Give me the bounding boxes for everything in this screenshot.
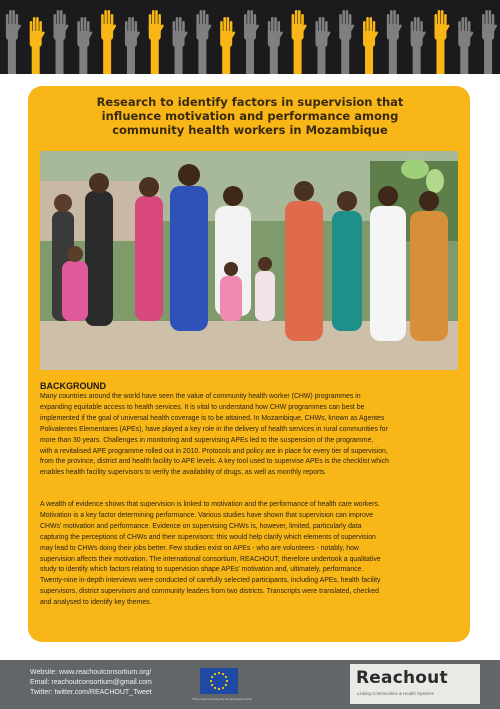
text-line: Twenty-nine in-depth interviews were conducted of carefully selected participants, including APEs, health facility xyxy=(40,577,381,585)
twitter-link[interactable]: Twitter: twitter.com/REACHOUT_Tweet xyxy=(30,689,152,696)
reachout-logo[interactable] xyxy=(350,664,480,704)
text-line: enables health facility supervisors to verify the availability of drugs, as well as monthly reports. xyxy=(40,469,327,477)
text-line: Polivalentes Elementares (APEs), have played a key role in the delivery of health services in rural communities for xyxy=(40,425,388,433)
email-link[interactable]: Email: reachoutconsortium@gmail.com xyxy=(30,679,152,686)
logo-wordmark: Reachout xyxy=(356,668,448,688)
poster-title xyxy=(48,95,452,137)
eu-funding-caption: This project is funded by the European Union xyxy=(192,697,253,701)
raised-hands-icon xyxy=(0,0,500,74)
logo-tagline: Linking Communities & Health Systems xyxy=(357,691,434,696)
text-line: from the province, district and health facility to APE levels. A key tool used to supervise APEs is the checklist which xyxy=(40,458,389,466)
title-line: influence motivation and performance among xyxy=(101,109,399,123)
text-line: and analysed to identify key themes. xyxy=(40,599,152,607)
text-line: more than 30 years. Challenges in monitoring and supervising APEs led to the suspension of the programme, xyxy=(40,436,374,444)
text-line: supervision affects their motivation. The international consortium, REACHOUT, therefore undertook a qualitative xyxy=(40,555,381,563)
text-line: CHWs' motivation and performance. Evidence on supervising CHWs is, however, limited, particularly data xyxy=(40,522,362,530)
text-line: implemented if the goal of universal health coverage is to be attained. In Mozambique, CHWs, known as Agentes xyxy=(40,414,385,422)
eu-flag-icon xyxy=(200,668,238,694)
title-line: community health workers in Mozambique xyxy=(112,123,388,137)
text-line: Motivation is a key factor determining performance. Various studies have shown that supervision can improve xyxy=(40,511,374,519)
hands-banner xyxy=(0,0,500,74)
text-line: A wealth of evidence shows that supervision is linked to motivation and the performance of health care workers. xyxy=(40,501,380,508)
background-paragraph xyxy=(40,392,460,479)
title-line: Research to identify factors in supervision that xyxy=(96,95,404,109)
text-line: Many countries around the world have seen the value of community health worker (CHW) programmes in xyxy=(40,393,361,400)
text-line: capturing the perceptions of CHWs and their supervisors: this would help clarify which elements of supervision xyxy=(40,533,376,541)
text-line: study to identify which factors relating to supervision shape APEs' motivation and, ultimately, performance. xyxy=(40,566,364,574)
website-link[interactable]: Website: www.reachoutconsortium.org/ xyxy=(30,669,152,676)
text-line: with a revitalised APE programme rolled out in 2010. Protocols and policy are in place for every tier of supervision, xyxy=(40,447,388,455)
evidence-paragraph xyxy=(40,500,460,609)
text-line: supervisors, district supervisors and community leaders from two districts. Transcripts were translated, checked xyxy=(40,588,379,596)
community-group-image xyxy=(40,151,458,370)
text-line: expanding equitable access to health services. It is vital to understand how CHW programmes can best be xyxy=(40,403,365,411)
section-heading: BACKGROUND xyxy=(40,381,106,391)
text-line: may lead to CHWs doing their jobs better. Few studies exist on APEs - who are volunteers - notably, how xyxy=(40,544,359,552)
group-photo xyxy=(40,151,458,370)
